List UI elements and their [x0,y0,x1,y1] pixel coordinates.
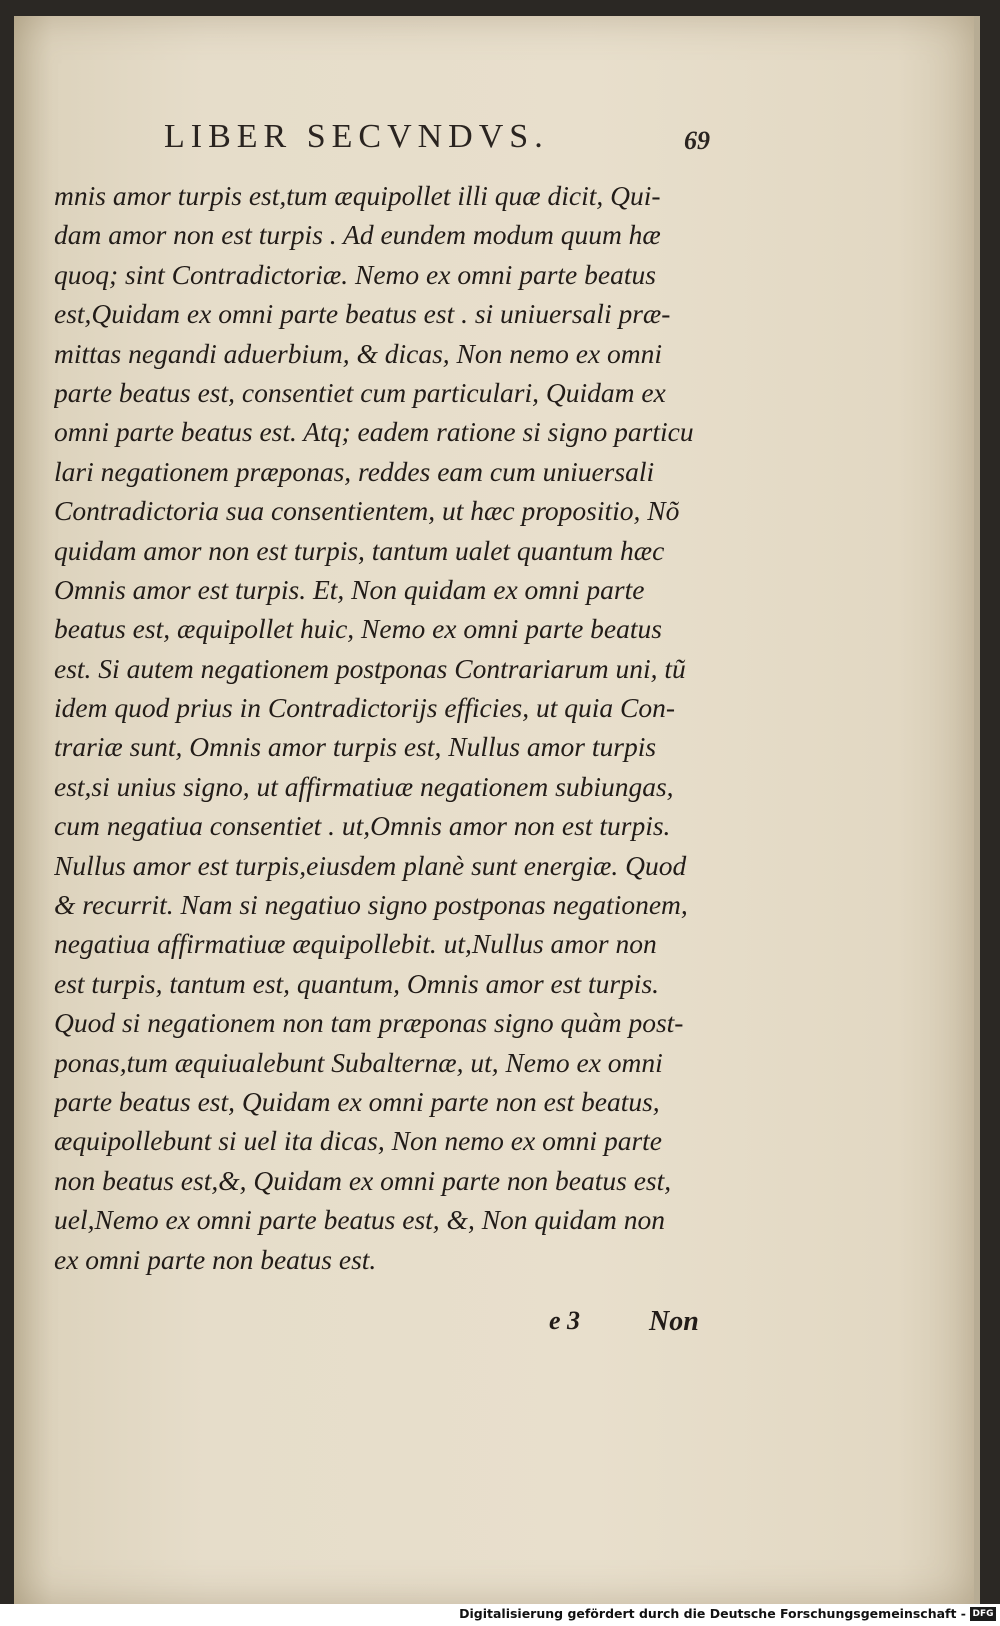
text-line: beatus est, æquipollet huic, Nemo ex omni parte beatus [54,613,662,645]
catchword: Non [649,1306,699,1337]
text-line: ponas,tum æquiualebunt Subalternæ, ut, Nemo ex omni [54,1046,663,1078]
text-line: cum negatiua consentiet . ut,Omnis amor non est turpis. [54,810,671,842]
signature-mark: e 3 [549,1306,581,1335]
text-line: lari negationem præponas, reddes eam cum uniuersali [54,455,655,487]
text-line: est,si unius signo, ut affirmatiuæ negationem subiungas, [54,770,674,802]
text-line: non beatus est,&, Quidam ex omni parte non beatus est, [54,1164,672,1196]
text-line: Quod si negationem non tam præponas signo quàm post- [54,1007,684,1039]
text-line: quoq; sint Contradictoriæ. Nemo ex omni parte beatus [54,258,656,290]
text-line: est,Quidam ex omni parte beatus est . si uniuersali præ- [54,298,671,330]
dfg-logo: DFG [970,1607,996,1621]
text-line: est turpis, tantum est, quantum, Omnis amor est turpis. [54,967,660,999]
page-edge [974,16,980,1604]
text-line: Contradictoria sua consentientem, ut hæc propositio, Nõ [54,495,680,527]
running-head: LIBER SECVNDVS. [164,118,549,155]
text-line: mnis amor turpis est,tum æquipollet illi quæ dicit, Qui- [54,180,661,211]
catchline [549,1306,749,1346]
text-line: æquipollebunt si uel ita dicas, Non nemo ex omni parte [54,1125,662,1157]
folio-number: 69 [684,126,710,155]
text-line: parte beatus est, consentiet cum particulari, Quidam ex [54,376,666,408]
text-line: quidam amor non est turpis, tantum ualet quantum hæc [54,534,665,566]
text-line: mittas negandi aduerbium, & dicas, Non nemo ex omni [54,337,662,369]
body-text [54,176,744,1279]
text-line: parte beatus est, Quidam ex omni parte non est beatus, [54,1085,660,1117]
text-line: dam amor non est turpis . Ad eundem modum quum hæ [54,219,661,251]
text-line: ex omni parte non beatus est. [54,1243,377,1275]
text-line: Nullus amor est turpis,eiusdem planè sunt energiæ. Quod [54,849,687,881]
text-line: negatiua affirmatiuæ æquipollebit. ut,Nullus amor non [54,928,657,960]
text-line: Omnis amor est turpis. Et, Non quidam ex omni parte [54,573,645,605]
funding-credit: Digitalisierung gefördert durch die Deutsche Forschungsgemeinschaft - [459,1606,966,1621]
text-line: uel,Nemo ex omni parte beatus est, &, Non quidam non [54,1204,666,1236]
text-line: idem quod prius in Contradictorijs efficies, ut quia Con- [54,692,676,724]
text-line: omni parte beatus est. Atq; eadem ratione si signo particu [54,416,694,448]
text-line: & recurrit. Nam si negatiuo signo postponas negationem, [54,889,688,921]
text-line: trariæ sunt, Omnis amor turpis est, Nullus amor turpis [54,731,657,763]
book-page [14,16,974,1604]
digitization-footer [0,1604,1000,1626]
page-header [14,116,974,166]
text-line: est. Si autem negationem postponas Contrariarum uni, tũ [54,652,686,684]
